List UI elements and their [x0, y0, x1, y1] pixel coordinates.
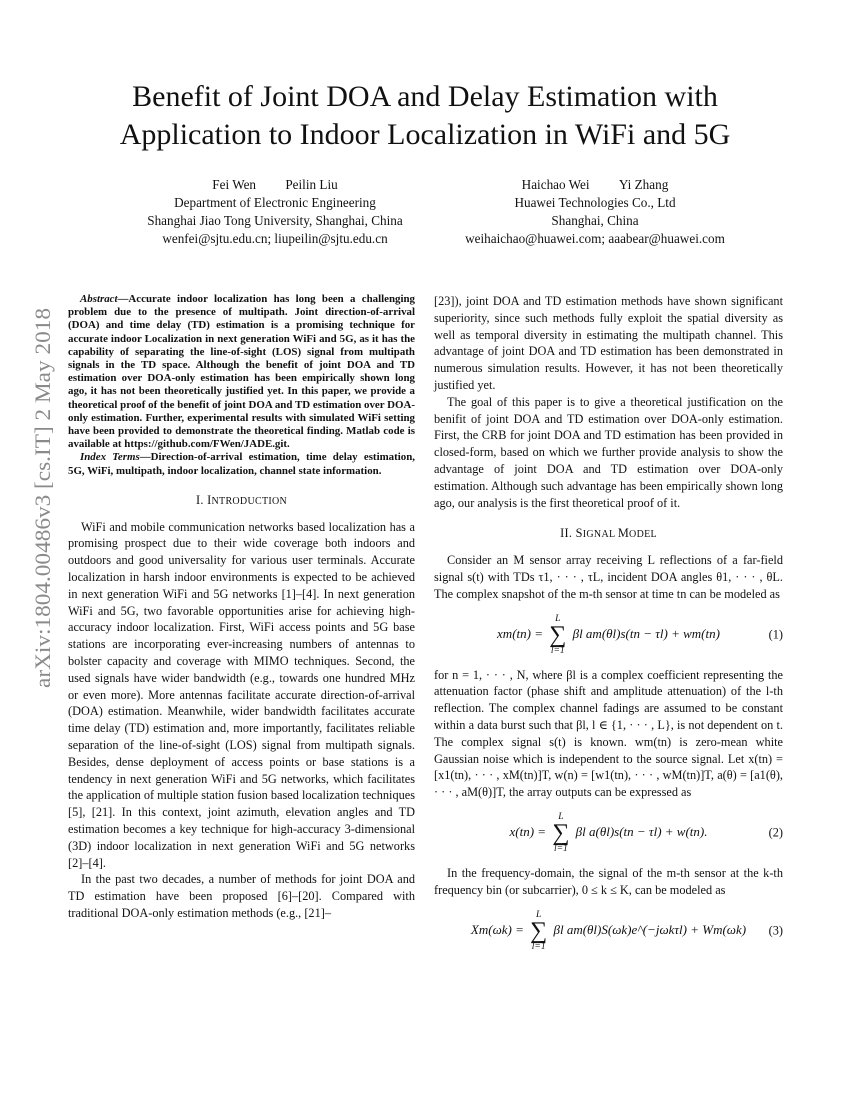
intro-paragraph-2: In the past two decades, a number of methods for joint DOA and TD estimation have been proposed [6]–[20]. Compared with traditional DOA-only estimation methods (e.g., [21]– [68, 872, 415, 920]
author-name: Fei Wen [212, 177, 257, 192]
author-emails: wenfei@sjtu.edu.cn; liupeilin@sjtu.edu.cn [162, 231, 388, 246]
author-affiliation: Huawei Technologies Co., Ltd [514, 195, 676, 210]
equation-number: (2) [768, 825, 783, 840]
arxiv-stamp [8, 290, 68, 690]
eq3-rhs: βl am(θl)S(ωk)e^(−jωkτl) + Wm(ωk) [553, 921, 747, 937]
right-column [434, 293, 783, 963]
index-terms-label: Index Terms [80, 451, 140, 464]
equation-number: (1) [768, 627, 783, 642]
author-name: Yi Zhang [618, 177, 669, 192]
author-name: Peilin Liu [285, 177, 338, 192]
abstract-paragraph [68, 293, 415, 451]
equation-1 [434, 611, 783, 659]
signal-model-paragraph-2: for n = 1, · · · , N, where βl is a complex coefficient representing the attenuation factor (phase shift and amplitude attenuation) of the l-th reflection. The complex channel fadings are assumed to be constant within a data burst such that βl, l ∈ {1, · · · , L}, is not dependent on t. The complex signal s(t) is known. wm(tn) is zero-mean white Gaussian noise which is independent to the source signal. Let x(tn) = [x1(tn), · · · , xM(tn)]T, w(n) = [w1(tn), · · · , wM(tn)]T, a(θ) = [a1(θ), · · · , aM(θ)]T, the array outputs can be expressed as [434, 667, 783, 800]
eq1-rhs: βl am(θl)s(tn − τl) + wm(tn) [572, 625, 720, 641]
section-heading-introduction: I. INTRODUCTION [195, 492, 288, 507]
author-block-right [430, 176, 760, 248]
signal-model-paragraph-1: Consider an M sensor array receiving L reflections of a far-field signal s(t) with TDs τ1, · · · , τL, incident DOA angles θ1, · · · , θL. The complex snapshot of the m-th sensor at time tn can be modeled as [434, 553, 783, 601]
author-name: Haichao Wei [521, 177, 590, 192]
equation-2 [434, 809, 783, 857]
intro-paragraph-1: WiFi and mobile communication networks based localization has a promising prospect due to their wide coverage both indoors and outdoors and good universality for various user terminals. Accurate localization in harsh indoor environments is expected to be achieved in next generation WiFi and 5G networks [1]–[4]. In next generation WiFi and 5G, two favorable opportunities arise for achieving high-accuracy indoor localization. First, WiFi access points and 5G base stations are incorporating ever-increasing numbers of antennas to bolster capacity and coverage with MIMO techniques. Second, the used signals have wider bandwidth (e.g., towards one hundred MHz or even more). More antennas facilitate accurate direction-of-arrival (DOA) estimation. Meanwhile, wider bandwidth facilitates accurate time delay (TD) estimation and, more importantly, facilitates reliable separation of the line-of-sight (LOS) signal from multipath signals. Besides, dense deployment of access points or base stations is a tendency in next generation WiFi and 5G networks, which facilitates the application of multiple station fusion based localization techniques [5], [21]. In this context, joint azimuth, elevation angles and TD estimation becomes a key technique for high-accuracy 3-dimensional (3D) indoor localization in next generation WiFi and 5G networks [2]–[4]. [68, 519, 415, 870]
intro-paragraph-2-continued: [23]), joint DOA and TD estimation methods have shown significant superiority, since such methods fully exploit the spatial diversity as well as temporal diversity in estimating the multipath channel. This advantage of joint DOA and TD estimation has been demonstrated in numerous simulation results. However, it has not been theoretically justified yet. [434, 294, 783, 392]
eq2-rhs: βl a(θl)s(tn − τl) + w(tn). [575, 823, 708, 839]
author-names-left [90, 176, 460, 194]
eq1-lhs: xm(tn) = [497, 625, 543, 641]
abstract [68, 293, 415, 478]
summation-symbol: L ∑ l=1 [552, 811, 570, 854]
left-column [68, 293, 415, 922]
author-department: Department of Electronic Engineering [174, 195, 376, 210]
summation-symbol: L ∑ l=1 [530, 909, 548, 952]
signal-model-paragraph-3: In the frequency-domain, the signal of the m-th sensor at the k-th frequency bin (or subcarrier), 0 ≤ k ≤ K, can be modeled as [434, 865, 783, 897]
author-emails: weihaichao@huawei.com; aaabear@huawei.com [465, 231, 725, 246]
title-line-2: Application to Indoor Localization in WiFi and 5G [119, 118, 731, 151]
eq3-lhs: Xm(ωk) = [470, 921, 524, 937]
intro-paragraph-3: The goal of this paper is to give a theoretical justification on the benifit of joint DOA and TD estimation over DOA-only estimation. First, the CRB for joint DOA and TD estimation has been provided in closed-form, based on which we further provide analysis to show the advantage of joint DOA and TD estimation over DOA-only estimation. Although such advantage has been empirically shown long ago, our analysis is the first theoretical proof of it. [434, 394, 783, 510]
abstract-text: —Accurate indoor localization has long been a challenging problem due to the presence of multipath. Joint direction-of-arrival (DOA) and time delay (TD) estimation is a promising technique for accurate indoor Localization in next generation WiFi and 5G, as it has the capability of separating the line-of-sight (LOS) signal from multipath signals in the TD space. Although the benefit of joint DOA and TD estimation over DOA-only estimation has been empirically shown long ago, it has not been theoretically justified yet. In this paper, we provide a theoretical proof of the benefit of joint DOA and TD estimation over DOA-only estimation. Further, experimental results with simulated WiFi setting have been provided to demonstrate the theoretical finding. Matlab code is available at https://github.com/FWen/JADE.git. [68, 293, 415, 451]
abstract-label: Abstract [80, 293, 118, 305]
index-terms [68, 451, 415, 477]
author-names-right [430, 176, 760, 194]
equation-3 [434, 907, 783, 955]
paper-title [60, 78, 790, 154]
title-line-1: Benefit of Joint DOA and Delay Estimation with [132, 80, 718, 113]
eq2-lhs: x(tn) = [509, 823, 547, 839]
author-affiliation: Shanghai Jiao Tong University, Shanghai, China [147, 213, 403, 228]
author-block-left [90, 176, 460, 248]
arxiv-stamp-text: arXiv:1804.00486v3 [cs.IT] 2 May 2018 [30, 320, 55, 688]
index-terms-text: —Direction-of-arrival estimation, time delay estimation, 5G, WiFi, multipath, indoor localization, channel state information. [68, 451, 415, 477]
section-heading-signal-model: II. SIGNAL MODEL [560, 526, 657, 541]
author-city: Shanghai, China [551, 213, 639, 228]
summation-symbol: L ∑ l=1 [549, 613, 567, 656]
equation-number: (3) [768, 923, 783, 938]
